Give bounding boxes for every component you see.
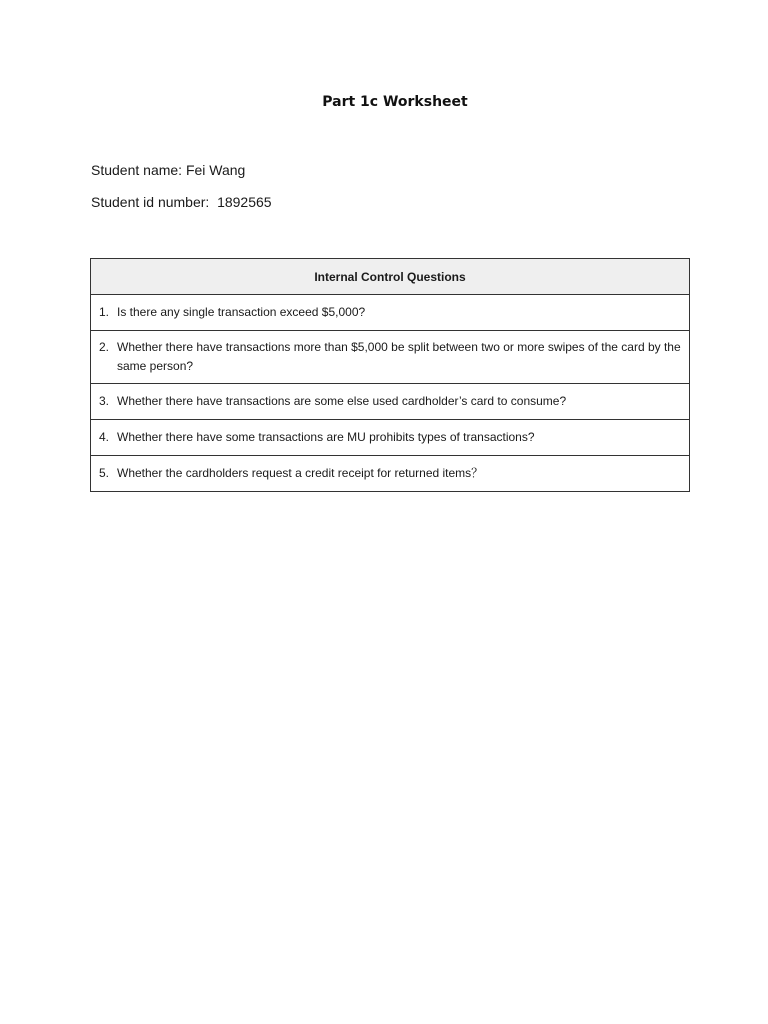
table-row bbox=[91, 295, 690, 331]
internal-control-questions-table bbox=[90, 258, 690, 492]
question-number: 3. bbox=[99, 394, 110, 408]
question-text: Whether the cardholders request a credit receipt for returned items？ bbox=[117, 466, 484, 480]
student-id-label: Student id number: bbox=[91, 194, 210, 210]
table-row bbox=[91, 331, 690, 384]
question-cell bbox=[91, 456, 690, 492]
question-number: 2. bbox=[99, 340, 110, 354]
question-cell bbox=[91, 384, 690, 420]
question-cell bbox=[91, 331, 690, 384]
student-id-value: 1892565 bbox=[217, 194, 272, 210]
student-name-line bbox=[91, 162, 245, 178]
table-header: Internal Control Questions bbox=[91, 259, 690, 295]
question-text: Whether there have transactions more than $5,000 be split between two or more swipes of the card by the same person? bbox=[117, 340, 681, 373]
question-text: Is there any single transaction exceed $5,000? bbox=[117, 305, 366, 319]
table-row bbox=[91, 384, 690, 420]
question-cell bbox=[91, 420, 690, 456]
question-number: 1. bbox=[99, 305, 110, 319]
question-text: Whether there have some transactions are MU prohibits types of transactions? bbox=[117, 430, 535, 444]
student-name-label: Student name: bbox=[91, 162, 183, 178]
student-name-value: Fei Wang bbox=[185, 162, 246, 178]
page-title: Part 1c Worksheet bbox=[322, 94, 468, 110]
table-header-row bbox=[91, 259, 690, 295]
question-cell bbox=[91, 295, 690, 331]
question-number: 5. bbox=[99, 466, 110, 480]
question-number: 4. bbox=[99, 430, 110, 444]
student-id-line bbox=[91, 194, 272, 210]
question-text: Whether there have transactions are some else used cardholder’s card to consume? bbox=[117, 394, 567, 408]
table-row bbox=[91, 456, 690, 492]
table-row bbox=[91, 420, 690, 456]
